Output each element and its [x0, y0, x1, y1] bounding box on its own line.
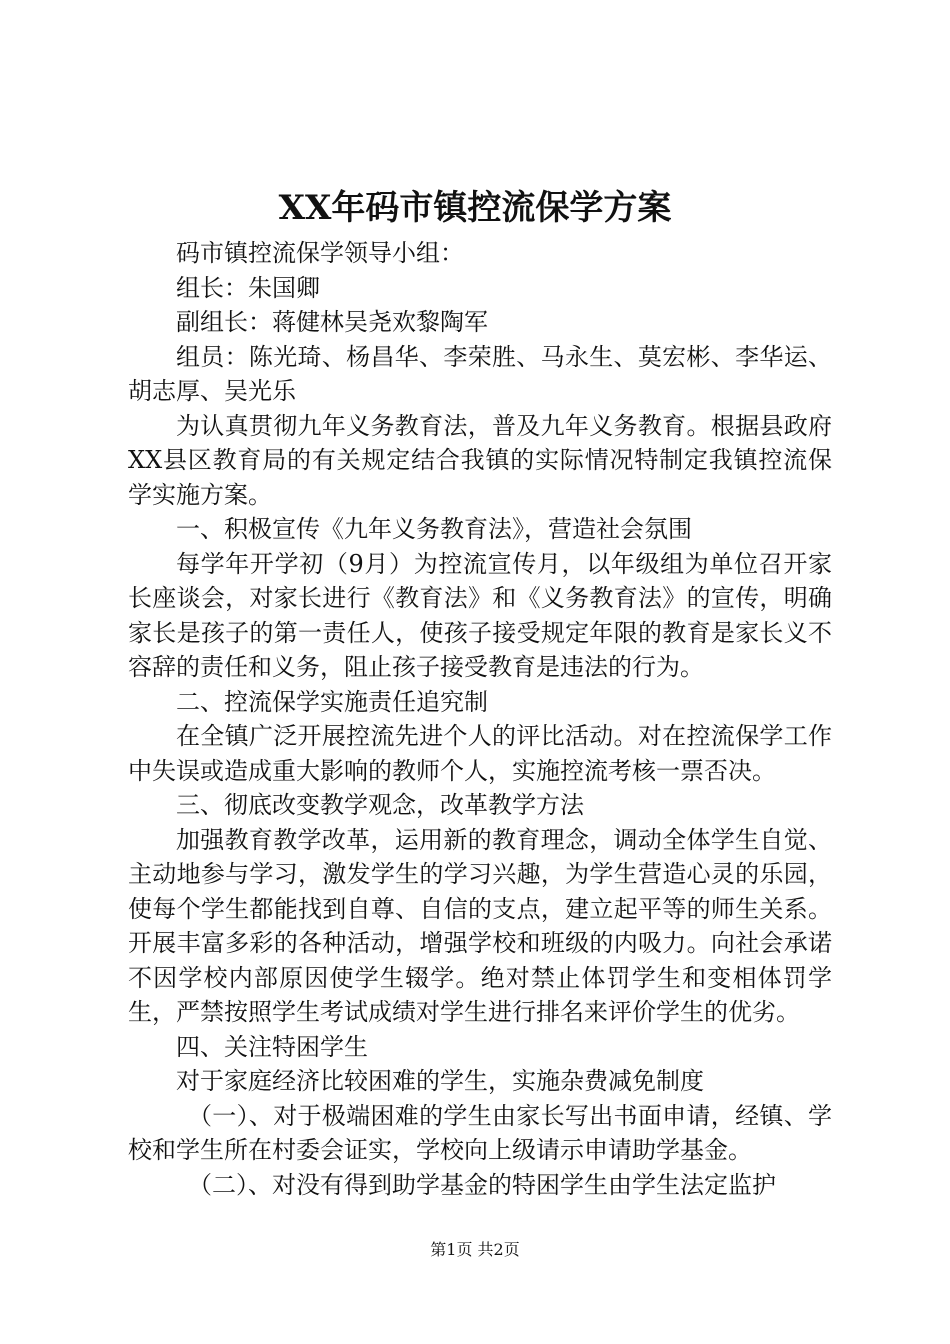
section-heading-2: 二、控流保学实施责任追究制 — [176, 687, 488, 716]
paragraph-section-4: 对于家庭经济比较困难的学生，实施杂费减免制度 — [176, 1067, 704, 1095]
paragraph-leadership-group: 码市镇控流保学领导小组： — [176, 239, 464, 267]
paragraph-section-2: 在全镇广泛开展控流先进个人的评比活动。对在控流保学工作中失误或造成重大影响的教师个人，实施控流考核一票否决。 — [128, 722, 832, 785]
paragraph-section-1: 每学年开学初（9月）为控流宣传月，以年级组为单位召开家长座谈会，对家长进行《教育法》和《义务教育法》的宣传，明确家长是孩子的第一责任人，使孩子接受规定年限的教育是家长义不容辞的责任和义务，阻止孩子接受教育是违法的行为。 — [128, 549, 832, 681]
paragraph-deputy-leaders: 副组长：蒋健林吴尧欢黎陶军 — [176, 308, 488, 336]
document-body — [128, 236, 832, 1202]
paragraph-group-leader: 组长：朱国卿 — [176, 273, 320, 302]
paragraph-subitem-1: （一）、对于极端困难的学生由家长写出书面申请，经镇、学校和学生所在村委会证实，学校向上级请示申请助学基金。 — [128, 1101, 832, 1164]
paragraph-section-3: 加强教育教学改革，运用新的教育理念，调动全体学生自觉、主动地参与学习，激发学生的学习兴趣，为学生营造心灵的乐园，使每个学生都能找到自尊、自信的支点，建立起平等的师生关系。开展丰富多彩的各种活动，增强学校和班级的内吸力。向社会承诺不因学校内部原因使学生辍学。绝对禁止体罚学生和变相体罚学生，严禁按照学生考试成绩对学生进行排名来评价学生的优劣。 — [128, 825, 832, 1026]
page-number-footer: 第1页 共2页 — [430, 1240, 520, 1259]
section-heading-1: 一、积极宣传《九年义务教育法》，营造社会氛围 — [176, 515, 692, 543]
section-heading-4: 四、关注特困学生 — [176, 1032, 368, 1061]
section-heading-3: 三、彻底改变教学观念，改革教学方法 — [176, 791, 584, 819]
paragraph-members: 组员：陈光琦、杨昌华、李荣胜、马永生、莫宏彬、李华运、胡志厚、吴光乐 — [128, 342, 832, 405]
paragraph-subitem-2: （二）、对没有得到助学基金的特困学生由学生法定监护 — [188, 1170, 776, 1199]
paragraph-purpose: 为认真贯彻九年义务教育法，普及九年义务教育。根据县政府XX县区教育局的有关规定结合我镇的实际情况特制定我镇控流保学实施方案。 — [128, 411, 832, 509]
document-title: XX年码市镇控流保学方案 — [278, 188, 672, 228]
